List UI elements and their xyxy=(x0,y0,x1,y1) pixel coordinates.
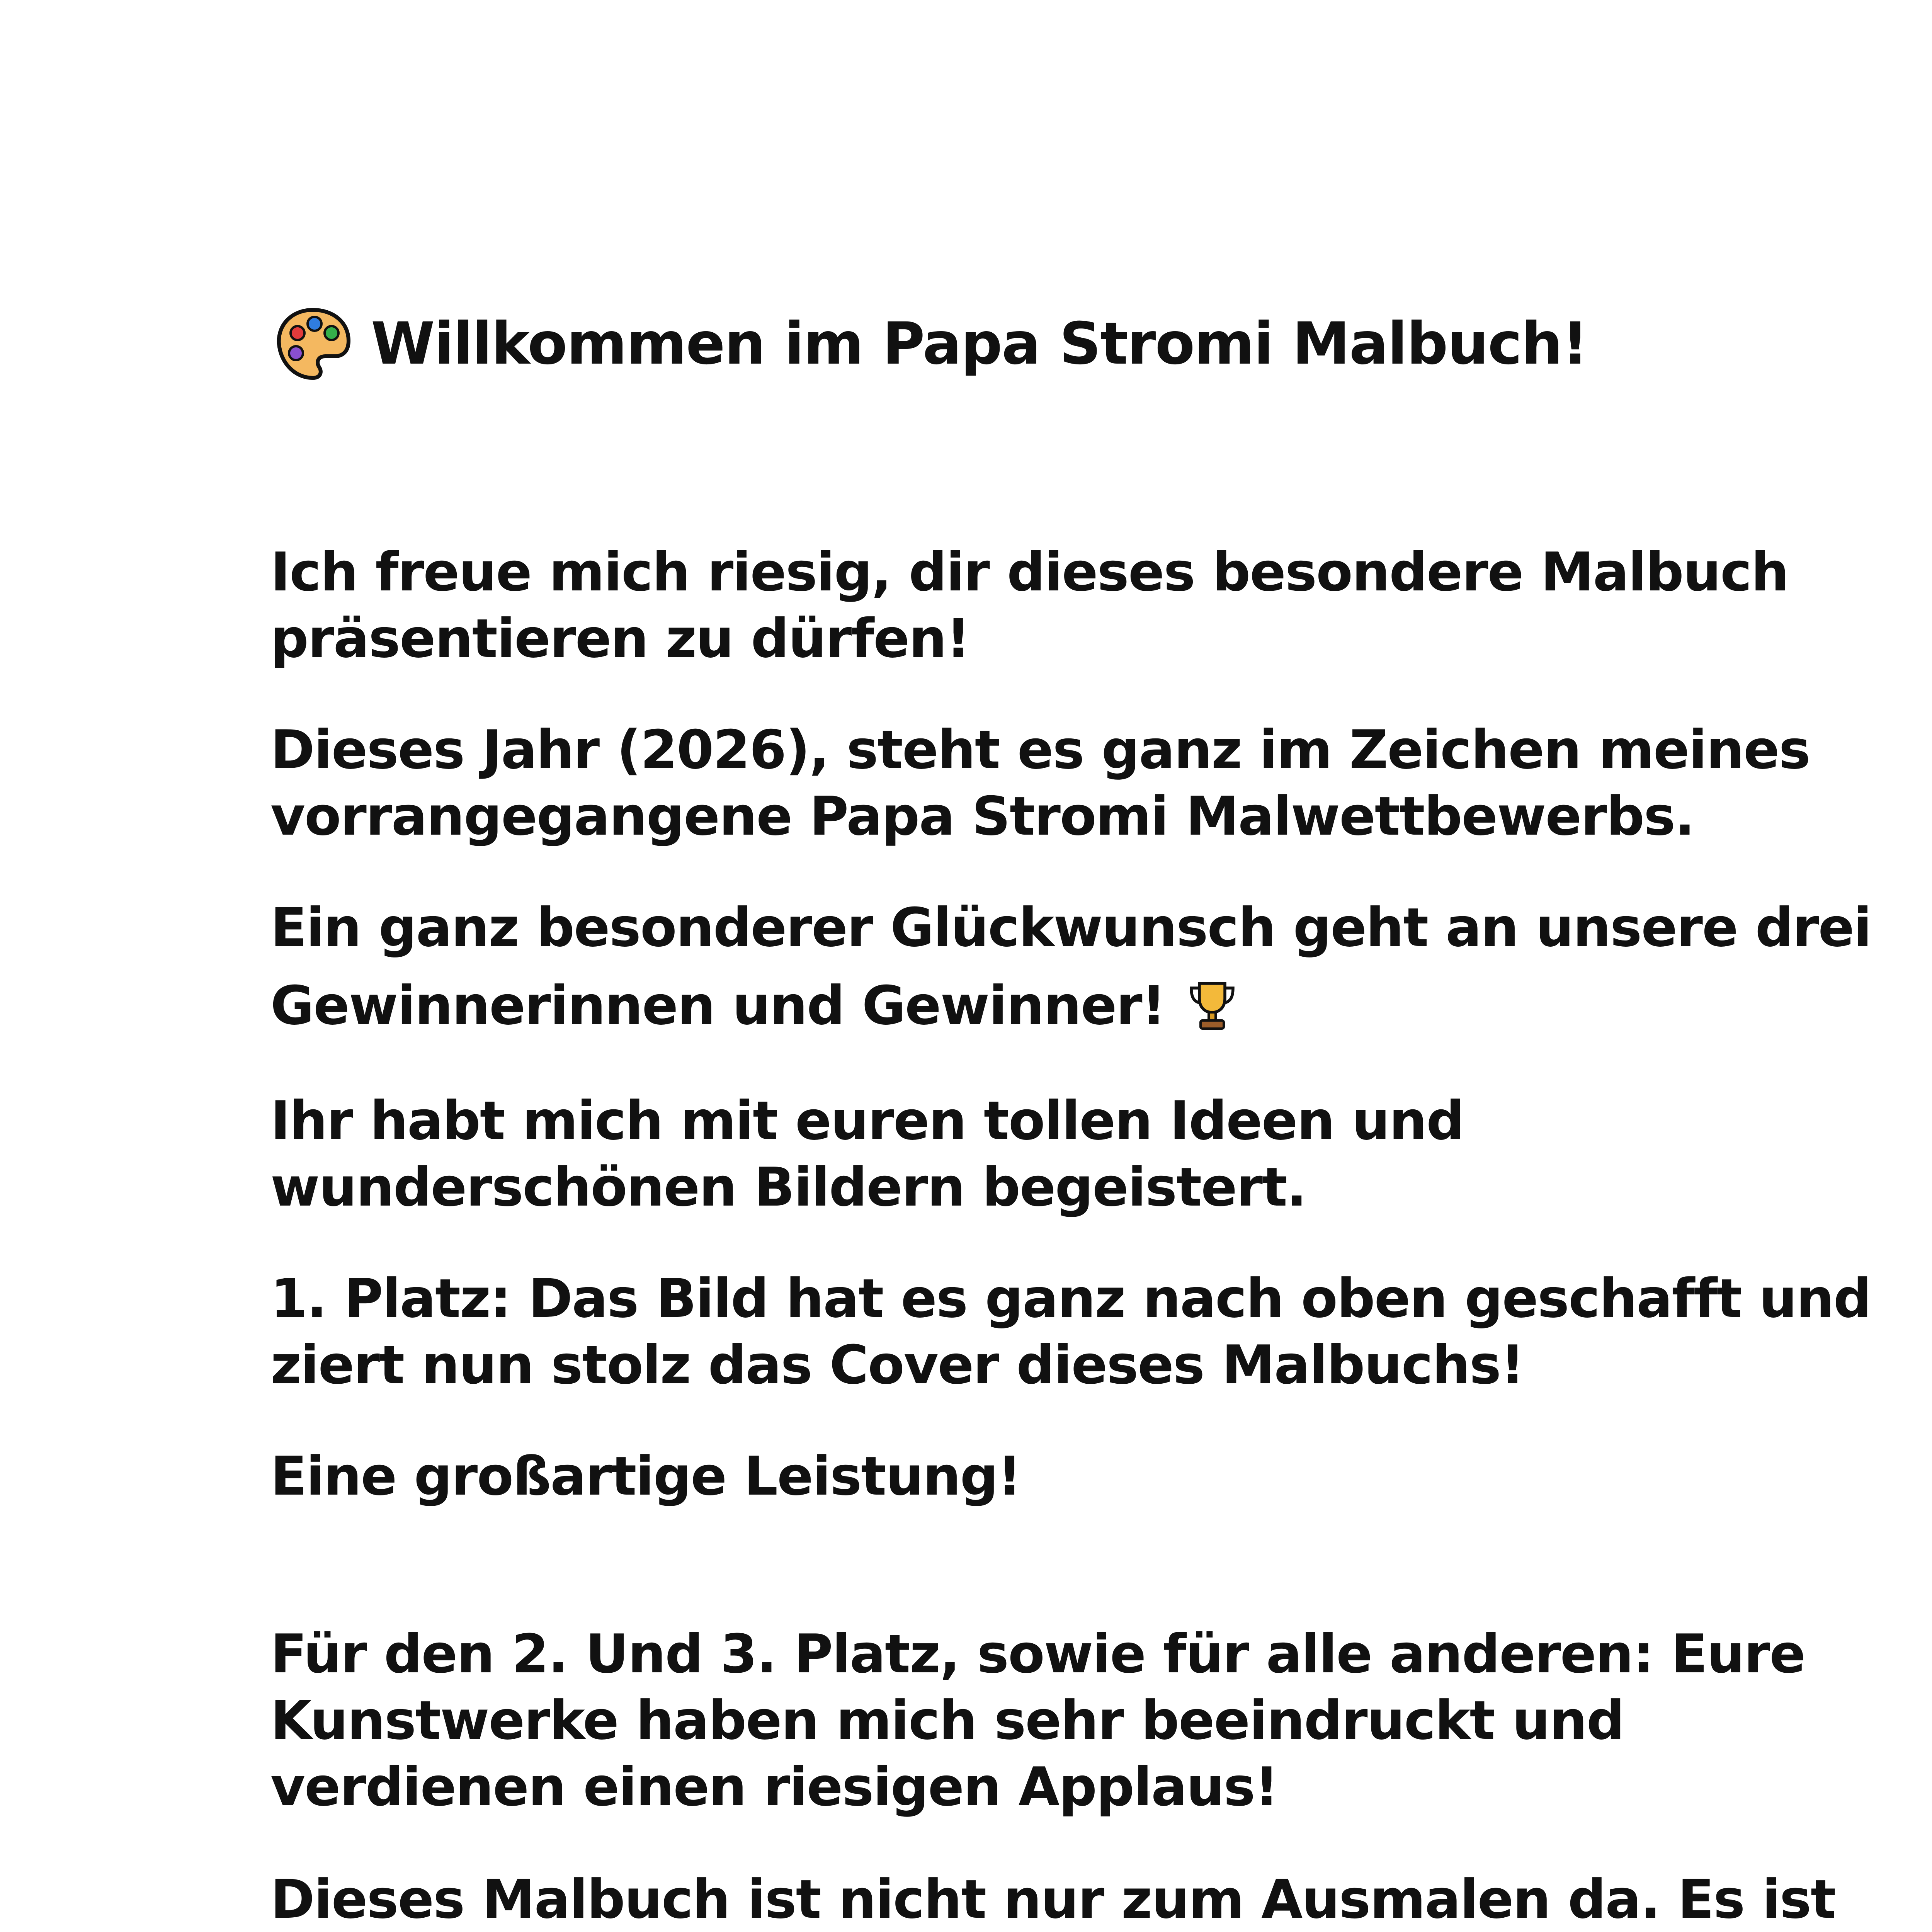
paragraph-line: vorrangegangene Papa Stromi Malwettbewerbs. xyxy=(270,785,1694,847)
paragraph-achievement xyxy=(270,1443,1855,1510)
paragraph-line: 1. Platz: Das Bild hat es ganz nach oben geschafft und xyxy=(270,1267,1871,1330)
paragraph-line: Kunstwerke haben mich sehr beeindruckt und xyxy=(270,1689,1624,1752)
paragraph-line: Für den 2. Und 3. Platz, sowie für alle anderen: Eure xyxy=(270,1623,1805,1685)
paragraph-other-places xyxy=(270,1621,1855,1820)
paragraph-line: Ich freue mich riesig, dir dieses besondere Malbuch xyxy=(270,541,1789,603)
paragraph-line: Dieses Malbuch ist nicht nur zum Ausmalen da. Es ist xyxy=(270,1868,1835,1930)
paragraph-line: Dieses Jahr (2026), steht es ganz im Zeichen meines xyxy=(270,719,1810,781)
paragraph-line: Ihr habt mich mit euren tollen Ideen und xyxy=(270,1090,1464,1152)
paragraph-year xyxy=(270,717,1855,850)
paragraph-invitation xyxy=(270,1866,1855,1932)
paragraph-line: Eine großartige Leistung! xyxy=(270,1445,1021,1507)
paragraph-line: wunderschönen Bildern begeistert. xyxy=(270,1156,1306,1218)
paragraph-line: ziert nun stolz das Cover dieses Malbuchs! xyxy=(270,1334,1524,1396)
paragraph-ideas xyxy=(270,1088,1855,1221)
paragraph-line xyxy=(270,973,1855,1039)
paragraph-congrats xyxy=(270,895,1871,1039)
paragraph-line-text: Gewinnerinnen und Gewinner! xyxy=(270,975,1165,1037)
paragraph-line: verdienen einen riesigen Applaus! xyxy=(270,1756,1278,1818)
palette-icon xyxy=(274,305,352,383)
page-title xyxy=(274,305,1588,383)
paragraph-first-place xyxy=(270,1265,1871,1398)
paragraph-intro xyxy=(270,539,1855,672)
paragraph-line: Ein ganz besonderer Glückwunsch geht an unsere drei xyxy=(270,896,1871,959)
paragraph-line: präsentieren zu dürfen! xyxy=(270,607,970,670)
page-title-text: Willkommen im Papa Stromi Malbuch! xyxy=(371,310,1588,378)
trophy-icon xyxy=(1183,978,1241,1036)
